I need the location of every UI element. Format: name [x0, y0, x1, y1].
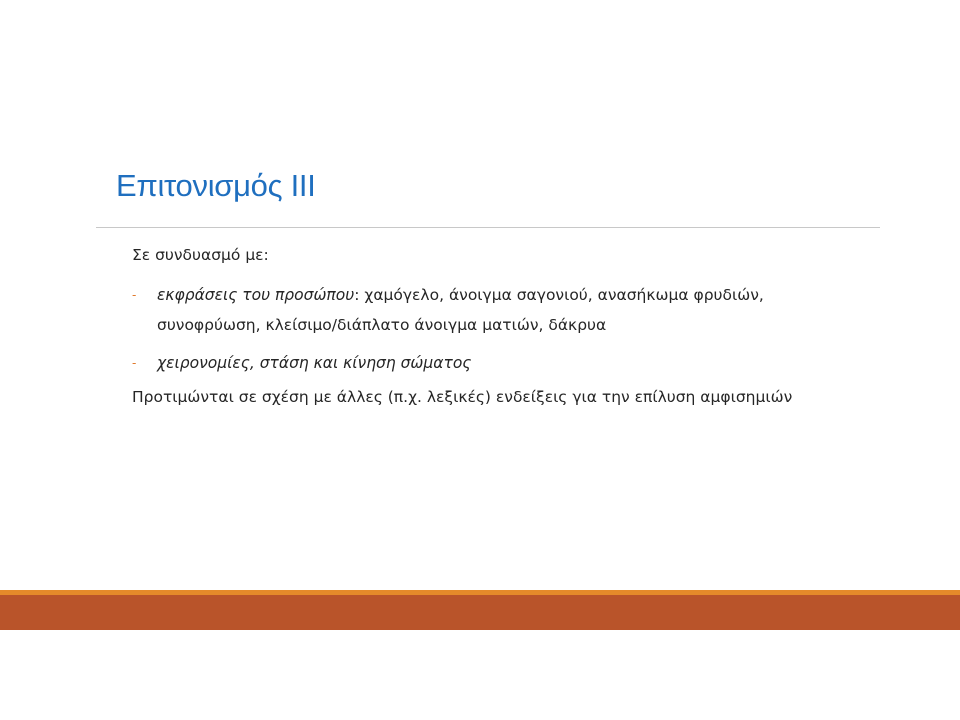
intro-text: Σε συνδυασμό με:	[132, 246, 269, 264]
bullet-item-gestures	[132, 348, 832, 378]
bullet-text: : χαμόγελο, άνοιγμα σαγονιού, ανασήκωμα φρυδιών, συνοφρύωση, κλείσιμο/διάπλατο άνοιγμα ματιών, δάκρυα	[157, 286, 764, 334]
bullet-dash-icon: -	[132, 356, 137, 370]
slide-body	[132, 242, 832, 420]
bullet-dash-icon: -	[132, 288, 137, 302]
bullet-item-facial-expressions	[132, 280, 832, 340]
bullet-label: εκφράσεις του προσώπου	[157, 286, 355, 304]
slide-title: Επιτονισμός ΙΙΙ	[116, 168, 316, 203]
footer-band-thick	[0, 595, 960, 630]
title-divider	[96, 227, 880, 228]
conclusion-text: Προτιμώνται σε σχέση με άλλες (π.χ. λεξικές) ενδείξεις για την επίλυση αμφισημιών	[132, 388, 793, 406]
bullet-label: χειρονομίες, στάση και κίνηση σώματος	[157, 354, 472, 372]
